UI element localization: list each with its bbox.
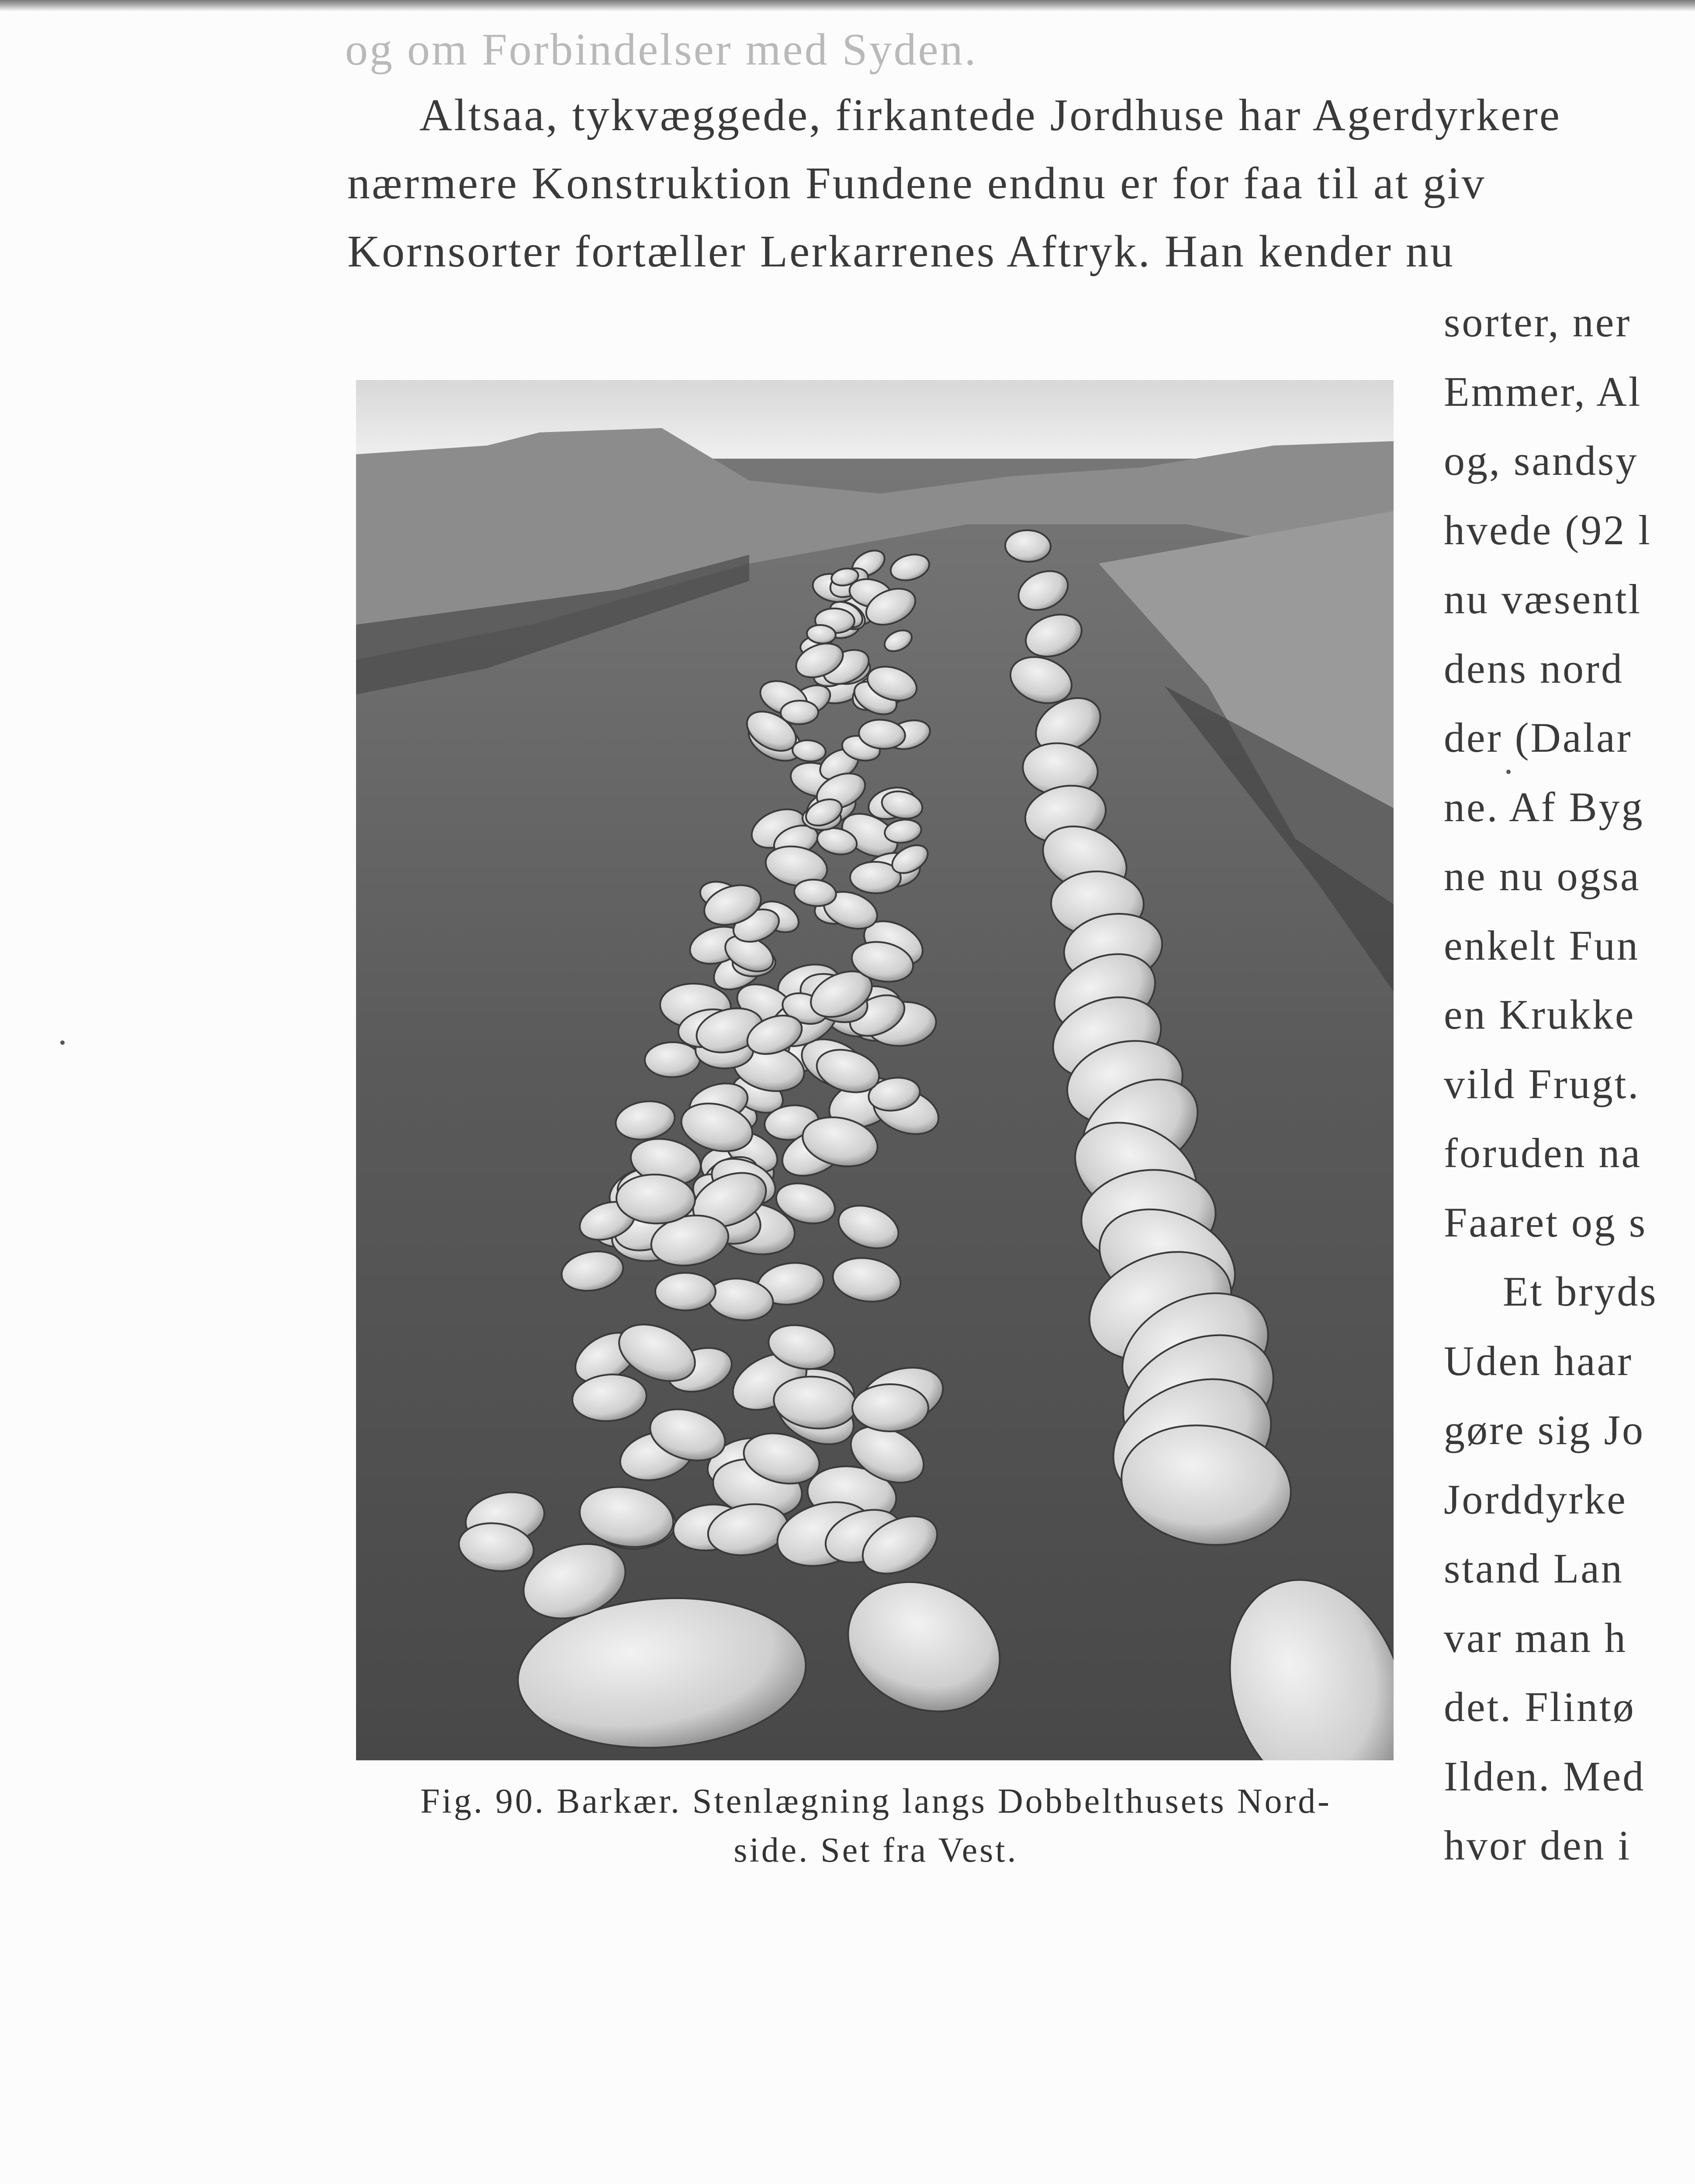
side-text-line: var man h xyxy=(1444,1614,1627,1661)
side-text-line: ne nu ogsa xyxy=(1444,853,1641,899)
side-text-line: og, sandsy xyxy=(1444,437,1639,484)
side-text-line: en Krukke xyxy=(1444,991,1636,1038)
scan-speck xyxy=(60,1040,65,1045)
side-text-line: vild Frugt. xyxy=(1444,1061,1640,1107)
body-line-2: nærmere Konstruktion Fundene endnu er for faa til at giv xyxy=(347,158,1486,208)
side-text-line: foruden na xyxy=(1444,1130,1642,1176)
side-text-line: enkelt Fun xyxy=(1444,922,1640,969)
side-text-line: stand Lan xyxy=(1444,1545,1624,1592)
stone xyxy=(781,700,819,724)
side-text-line: nu væsentl xyxy=(1444,576,1642,622)
body-line-3: Kornsorter fortæller Lerkarrenes Aftryk. Han kender nu xyxy=(347,226,1455,276)
side-text-line: sorter, ner xyxy=(1444,299,1632,346)
side-text-line: Et bryds xyxy=(1503,1268,1658,1315)
side-text-line: dens nord xyxy=(1444,645,1624,692)
side-text-line: hvor den i xyxy=(1444,1822,1632,1869)
header-line: og om Forbindelser med Syden. xyxy=(345,24,978,75)
scan-speck xyxy=(1506,770,1511,774)
stone xyxy=(655,1273,716,1310)
body-line-1: Altsaa, tykvæggede, firkantede Jordhuse har Agerdyrkere xyxy=(419,90,1562,140)
side-text-line: Ilden. Med xyxy=(1444,1753,1646,1800)
side-text-line: det. Flintø xyxy=(1444,1683,1636,1730)
figure-caption-line-1: Fig. 90. Barkær. Stenlægning langs Dobbelthusets Nord- xyxy=(420,1782,1332,1821)
scan-top-edge xyxy=(0,0,1695,11)
side-text-line: gøre sig Jo xyxy=(1444,1406,1645,1453)
side-text-line: ne. Af Byg xyxy=(1444,784,1644,830)
side-text-line: hvede (92 l xyxy=(1444,507,1652,553)
side-text-line: Faaret og s xyxy=(1444,1199,1647,1246)
figure-caption-line-2: side. Set fra Vest. xyxy=(733,1831,1018,1870)
stone xyxy=(1005,529,1051,563)
side-text-line: der (Dalar xyxy=(1444,714,1633,761)
side-text-line: Jorddyrke xyxy=(1444,1476,1627,1523)
stone xyxy=(644,1042,700,1078)
side-text-line: Emmer, Al xyxy=(1444,368,1642,415)
figure-caption xyxy=(367,1777,1385,1875)
figure-photo xyxy=(356,380,1394,1760)
side-text-line: Uden haar xyxy=(1444,1337,1633,1384)
stone xyxy=(852,1384,928,1431)
excavation-photo-graphic xyxy=(356,380,1394,1760)
